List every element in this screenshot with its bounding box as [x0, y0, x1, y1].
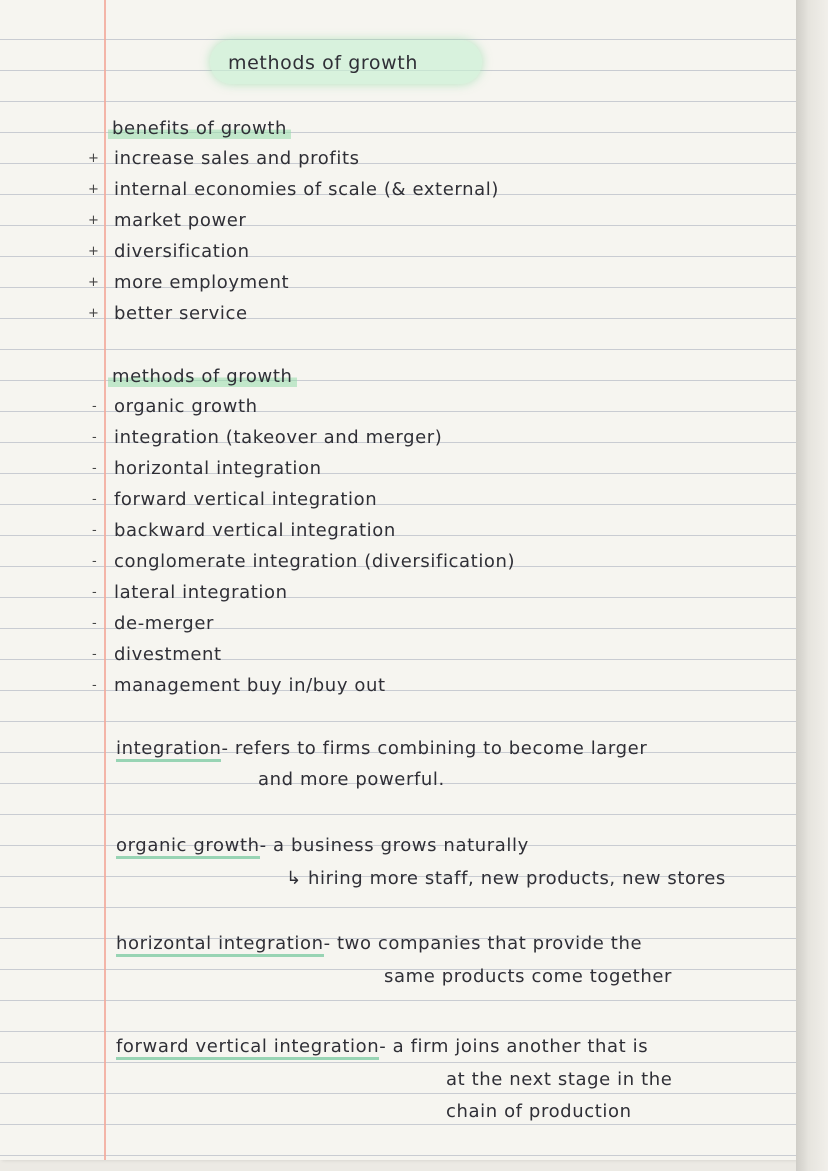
- margin-line: [104, 0, 106, 1160]
- method-item: integration (takeover and merger): [114, 427, 443, 448]
- method-item: management buy in/buy out: [114, 675, 386, 696]
- bullet-dash: -: [92, 523, 97, 538]
- method-item: horizontal integration: [114, 458, 322, 479]
- definition-continuation: and more powerful.: [258, 769, 445, 790]
- definition-integration: [116, 738, 647, 760]
- method-item: backward vertical integration: [114, 520, 396, 541]
- bullet-plus: +: [88, 151, 99, 166]
- method-item: lateral integration: [114, 582, 288, 603]
- method-item: organic growth: [114, 396, 258, 417]
- definition-organic-growth: [116, 835, 529, 857]
- definition-continuation: chain of production: [446, 1101, 632, 1122]
- term-integration: integration: [116, 738, 221, 762]
- benefit-item: increase sales and profits: [114, 148, 360, 169]
- bullet-plus: +: [88, 244, 99, 259]
- bullet-dash: -: [92, 461, 97, 476]
- term-horizontal-integration: horizontal integration: [116, 933, 324, 957]
- definition-continuation: ↳ hiring more staff, new products, new stores: [286, 868, 726, 889]
- term-organic-growth: organic growth: [116, 835, 260, 859]
- bullet-dash: -: [92, 616, 97, 631]
- bullet-dash: -: [92, 399, 97, 414]
- definition-text: - a firm joins another that is: [379, 1036, 649, 1057]
- definition-continuation: at the next stage in the: [446, 1069, 673, 1090]
- method-item: forward vertical integration: [114, 489, 378, 510]
- bullet-plus: +: [88, 182, 99, 197]
- page-edge: [796, 0, 828, 1171]
- benefit-item: diversification: [114, 241, 250, 262]
- method-item: conglomerate integration (diversification): [114, 551, 516, 572]
- bullet-plus: +: [88, 275, 99, 290]
- definition-text: - two companies that provide the: [323, 933, 643, 954]
- methods-heading: [108, 366, 297, 388]
- method-item: divestment: [114, 644, 222, 665]
- bullet-dash: -: [92, 647, 97, 662]
- methods-heading-text: methods of growth: [108, 366, 297, 387]
- benefit-item: market power: [114, 210, 247, 231]
- benefit-item: better service: [114, 303, 248, 324]
- bullet-dash: -: [92, 492, 97, 507]
- bullet-dash: -: [92, 430, 97, 445]
- benefit-item: internal economies of scale (& external): [114, 179, 499, 200]
- term-forward-vertical-integration: forward vertical integration: [116, 1036, 379, 1060]
- page-title: methods of growth: [228, 52, 418, 74]
- benefits-heading: [108, 118, 291, 140]
- bullet-dash: -: [92, 554, 97, 569]
- method-item: de-merger: [114, 613, 214, 634]
- bullet-plus: +: [88, 213, 99, 228]
- definition-text: - a business grows naturally: [259, 835, 529, 856]
- definition-continuation: same products come together: [384, 966, 673, 987]
- bullet-plus: +: [88, 306, 99, 321]
- benefits-heading-text: benefits of growth: [108, 118, 291, 139]
- bullet-dash: -: [92, 585, 97, 600]
- benefit-item: more employment: [114, 272, 290, 293]
- definition-text: - refers to firms combining to become larger: [221, 738, 648, 759]
- definition-horizontal: [116, 933, 642, 955]
- definition-forward-vertical: [116, 1036, 648, 1058]
- bullet-dash: -: [92, 678, 97, 693]
